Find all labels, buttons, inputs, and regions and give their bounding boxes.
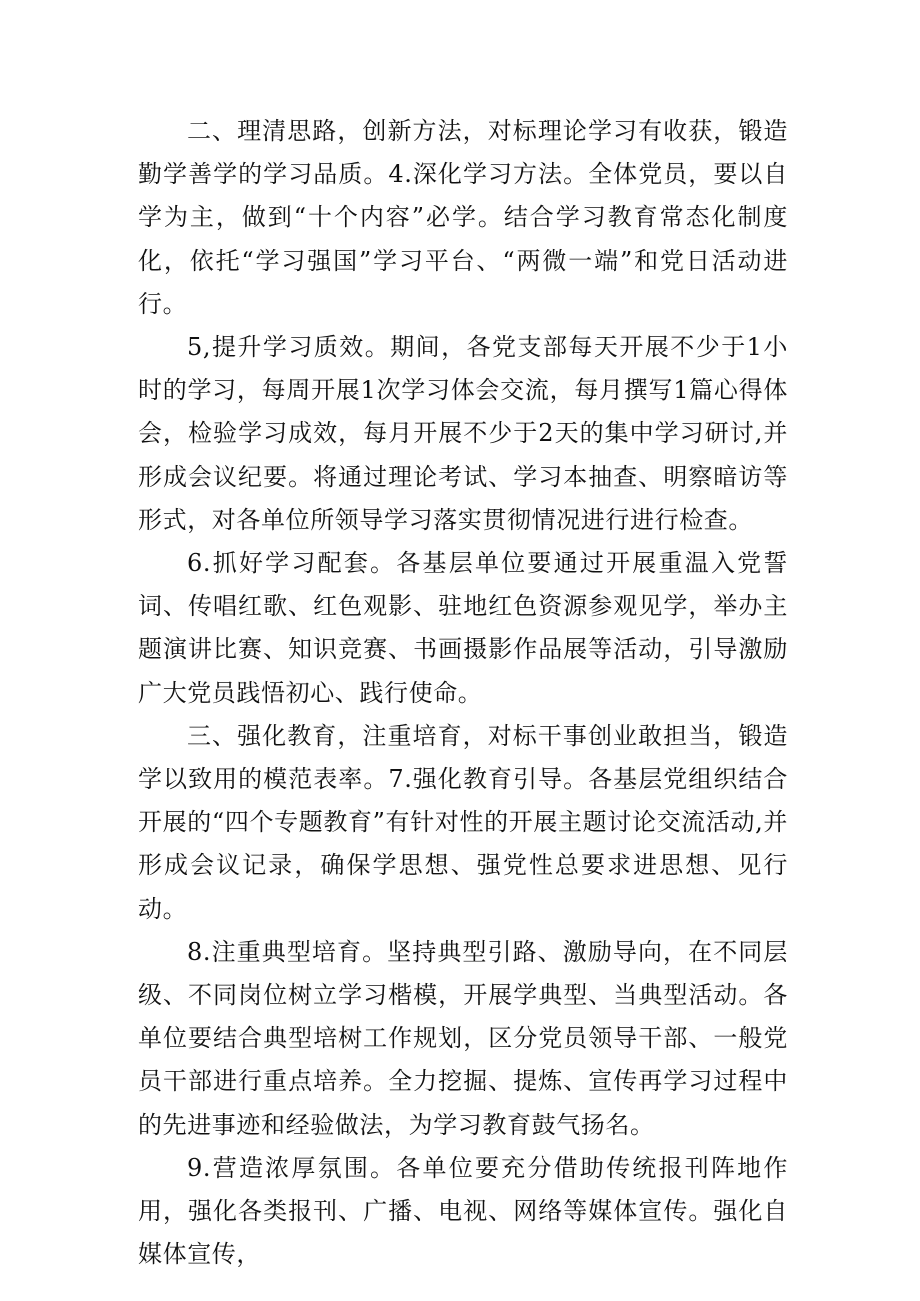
document-body <box>138 110 788 1276</box>
paragraph-item-5: 5,提升学习质效。期间，各党支部每天开展不少于1小时的学习，每周开展1次学习体会交流，每月撰写1篇心得体会，检验学习成效，每月开展不少于2天的集中学习研讨,并形成会议纪要。将通过理论考试、学习本抽查、明察暗访等形式，对各单位所领导学习落实贯彻情况进行进行检查。 <box>138 333 788 534</box>
paragraph-item-9: 9.营造浓厚氛围。各单位要充分借助传统报刊阵地作用，强化各类报刊、广播、电视、网络等媒体宣传。强化自媒体宣传， <box>138 1153 788 1269</box>
paragraph-section-two: 二、理清思路，创新方法，对标理论学习有收获，锻造勤学善学的学习品质。4.深化学习方法。全体党员，要以自学为主，做到“十个内容”必学。结合学习教育常态化制度化，依托“学习强国”学习平台、“两微一端”和党日活动进行。 <box>138 117 788 318</box>
paragraph-section-three: 三、强化教育，注重培育，对标干事创业敢担当，锻造学以致用的模范表率。7.强化教育引导。各基层党组织结合开展的“四个专题教育”有针对性的开展主题讨论交流活动,并形成会议记录，确保学思想、强党性总要求进思想、见行动。 <box>138 721 788 923</box>
paragraph-item-8: 8.注重典型培育。坚持典型引路、激励导向，在不同层级、不同岗位树立学习楷模，开展学典型、当典型活动。各单位要结合典型培树工作规划，区分党员领导干部、一般党员干部进行重点培养。全力挖掘、提炼、宣传再学习过程中的先进事迹和经验做法，为学习教育鼓气扬名。 <box>138 937 788 1139</box>
paragraph-item-6: 6.抓好学习配套。各基层单位要通过开展重温入党誓词、传唱红歌、红色观影、驻地红色资源参观见学，举办主题演讲比赛、知识竞赛、书画摄影作品展等活动，引导激励广大党员践悟初心、践行使命。 <box>138 549 788 707</box>
